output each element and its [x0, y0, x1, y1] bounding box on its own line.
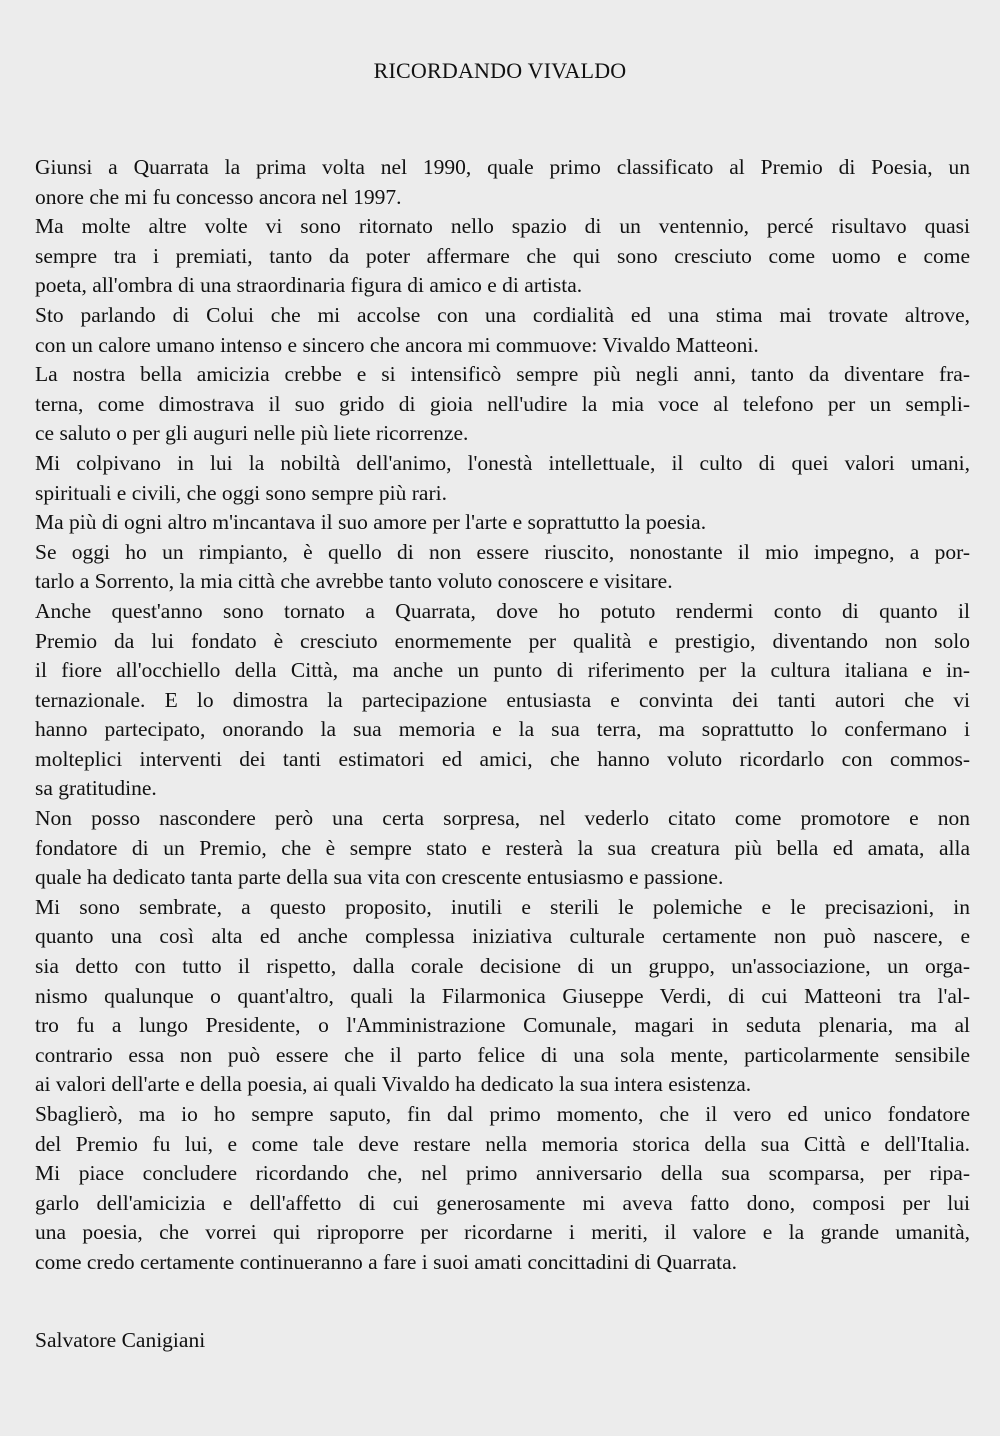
body-line: molteplici interventi dei tanti estimatori ed amici, che hanno voluto ricordarlo con commos- — [35, 746, 970, 771]
body-line: ai valori dell'arte e della poesia, ai quali Vivaldo ha dedicato la sua intera esistenza. — [35, 1072, 752, 1097]
body-line: del Premio fu lui, e come tale deve restare nella memoria storica della sua Città e dell'Italia. — [35, 1131, 970, 1156]
body-line: Mi colpivano in lui la nobiltà dell'animo, l'onestà intellettuale, il culto di quei valori umani, — [35, 450, 970, 475]
body-line: Non posso nascondere però una certa sorpresa, nel vederlo citato come promotore e non — [35, 806, 970, 831]
body-line: nismo qualunque o quant'altro, quali la Filarmonica Giuseppe Verdi, di cui Matteoni tra l'al- — [35, 983, 970, 1008]
body-line: ce saluto o per gli auguri nelle più liete ricorrenze. — [35, 421, 469, 446]
body-line: quanto una così alta ed anche complessa iniziativa culturale certamente non può nascere, e — [35, 924, 970, 949]
body-line: terna, come dimostrava il suo grido di gioia nell'udire la mia voce al telefono per un sempli- — [35, 391, 970, 416]
body-line: sempre tra i premiati, tanto da poter affermare che qui sono cresciuto come uomo e come — [35, 243, 970, 268]
body-line: Sbaglierò, ma io ho sempre saputo, fin dal primo momento, che il vero ed unico fondatore — [35, 1102, 970, 1126]
body-line: La nostra bella amicizia crebbe e si intensificò sempre più negli anni, tanto da diventare fra- — [35, 362, 970, 387]
body-line: fondatore di un Premio, che è sempre stato e resterà la sua creatura più bella ed amata, alla — [35, 835, 970, 860]
body-line: quale ha dedicato tanta parte della sua vita con crescente entusiasmo e passione. — [35, 865, 724, 890]
body-line: il fiore all'occhiello della Città, ma anche un punto di riferimento per la cultura italiana e in- — [35, 658, 970, 683]
body-line: Se oggi ho un rimpianto, è quello di non essere riuscito, nonostante il mio impegno, a por- — [35, 539, 970, 564]
body-line: tro fu a lungo Presidente, o l'Amministrazione Comunale, magari in seduta plenaria, ma al — [35, 1013, 970, 1038]
body-line: ternazionale. E lo dimostra la partecipazione entusiasta e convinta dei tanti autori che vi — [35, 687, 970, 712]
body-line: Premio da lui fondato è cresciuto enormemente per qualità e prestigio, diventando non solo — [35, 628, 970, 653]
body-line: contrario essa non può essere che il parto felice di una sola mente, particolarmente sensibile — [35, 1042, 970, 1067]
body-line: poeta, all'ombra di una straordinaria figura di amico e di artista. — [35, 273, 583, 298]
body-line: tarlo a Sorrento, la mia città che avrebbe tanto voluto conoscere e visitare. — [35, 569, 673, 594]
body-line: Giunsi a Quarrata la prima volta nel 1990, quale primo classificato al Premio di Poesia, un — [35, 155, 970, 179]
body-line: hanno partecipato, onorando la sua memoria e la sua terra, ma soprattutto lo confermano i — [35, 717, 970, 742]
body-line: onore che mi fu concesso ancora nel 1997. — [35, 184, 402, 209]
body-line: Ma molte altre volte vi sono ritornato nello spazio di un ventennio, percé risultavo quasi — [35, 214, 970, 239]
body-line: Mi sono sembrate, a questo proposito, inutili e sterili le polemiche e le precisazioni, in — [35, 894, 970, 919]
body-line: garlo dell'amicizia e dell'affetto di cui generosamente mi aveva fatto dono, composi per lui — [35, 1190, 970, 1215]
document-body — [35, 153, 970, 1278]
body-line: Ma più di ogni altro m'incantava il suo amore per l'arte e soprattutto la poesia. — [35, 510, 707, 535]
document-title: RICORDANDO VIVALDO — [373, 58, 627, 83]
body-line: come credo certamente continueranno a fare i suoi amati concittadini di Quarrata. — [35, 1249, 738, 1274]
body-line: spirituali e civili, che oggi sono sempre più rari. — [35, 480, 447, 505]
body-line: Anche quest'anno sono tornato a Quarrata, dove ho potuto rendermi conto di quanto il — [35, 598, 970, 623]
body-line: sa gratitudine. — [35, 776, 157, 801]
body-line: Mi piace concludere ricordando che, nel primo anniversario della sua scomparsa, per ripa- — [35, 1161, 970, 1186]
body-line: sia detto con tutto il rispetto, dalla corale decisione di un gruppo, un'associazione, un orga- — [35, 954, 970, 979]
body-line: una poesia, che vorrei qui riproporre per ricordarne i meriti, il valore e la grande umanità, — [35, 1220, 970, 1245]
author-signature: Salvatore Canigiani — [35, 1328, 206, 1352]
body-line: con un calore umano intenso e sincero che ancora mi commuove: Vivaldo Matteoni. — [35, 332, 759, 357]
body-line: Sto parlando di Colui che mi accolse con una cordialità ed una stima mai trovate altrove, — [35, 302, 970, 327]
